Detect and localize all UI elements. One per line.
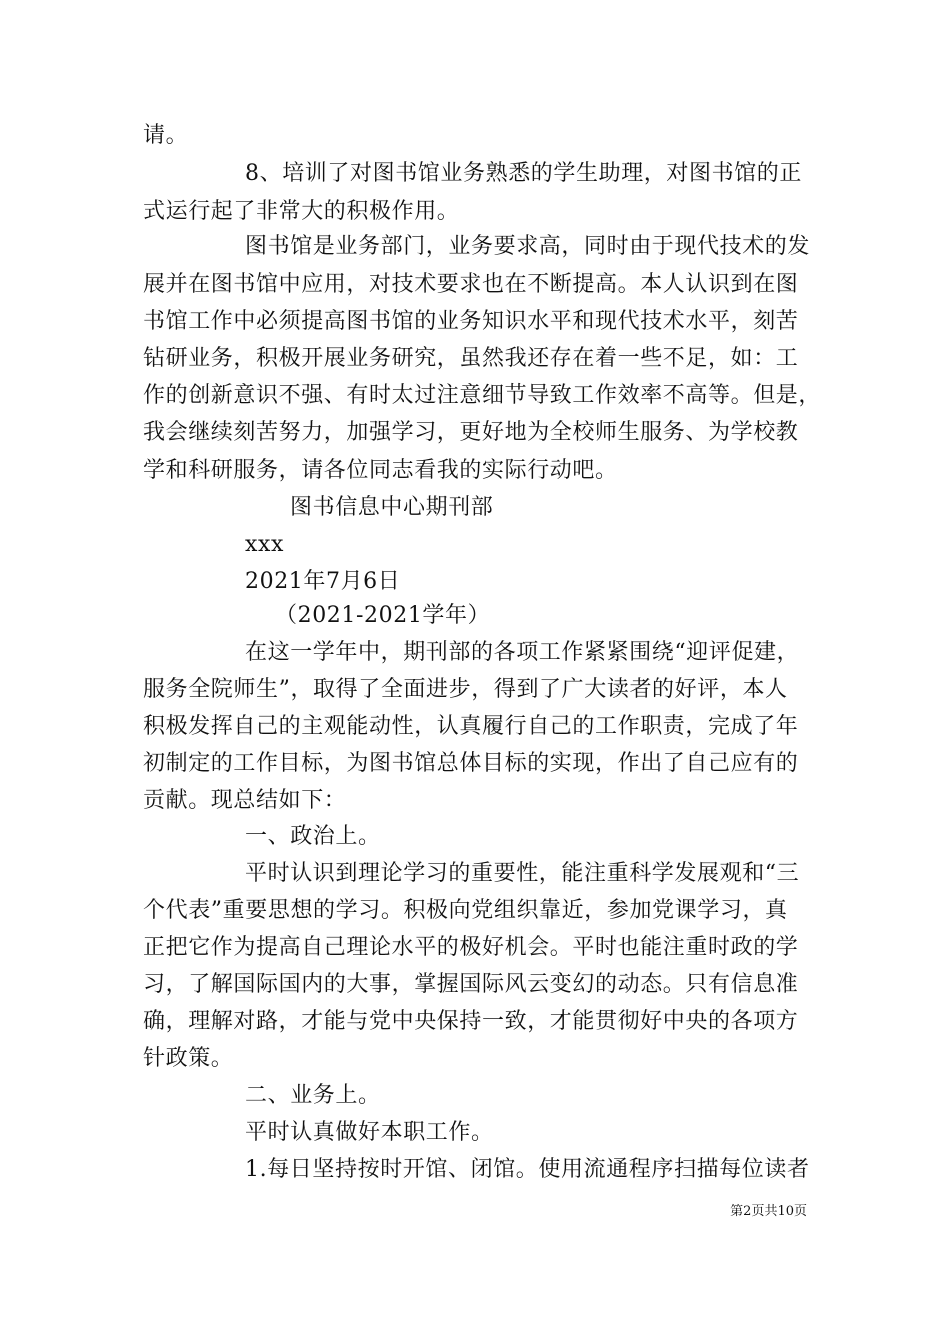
paragraph-line: 在这一学年中，期刊部的各项工作紧紧围绕“迎评促建， bbox=[245, 640, 800, 665]
paragraph-line: 个代表”重要思想的学习。积极向党组织靠近，参加党课学习，真 bbox=[143, 898, 788, 923]
paragraph-line: 初制定的工作目标，为图书馆总体目标的实现，作出了自己应有的 bbox=[143, 751, 799, 776]
paragraph-line: 习，了解国际国内的大事，掌握国际风云变幻的动态。只有信息准 bbox=[143, 972, 799, 997]
paragraph-line: 平时认真做好本职工作。 bbox=[245, 1120, 494, 1145]
paragraph-line: 1.每日坚持按时开馆、闭馆。使用流通程序扫描每位读者 bbox=[245, 1157, 810, 1182]
paragraph-line: 展并在图书馆中应用，对技术要求也在不断提高。本人认识到在图 bbox=[143, 272, 799, 297]
paragraph-line: 服务全院师生”，取得了全面进步，得到了广大读者的好评，本人 bbox=[143, 677, 788, 702]
paragraph-line: 针政策。 bbox=[143, 1046, 234, 1071]
paragraph-line: 贡献。现总结如下： bbox=[143, 788, 347, 813]
signature-date: 2021年7月6日 bbox=[245, 569, 401, 594]
paragraph-line: 积极发挥自己的主观能动性，认真履行自己的工作职责，完成了年 bbox=[143, 714, 799, 739]
paragraph-line: 8、培训了对图书馆业务熟悉的学生助理，对图书馆的正 bbox=[245, 161, 802, 186]
paragraph-line: 正把它作为提高自己理论水平的极好机会。平时也能注重时政的学 bbox=[143, 935, 799, 960]
section-year: （2021-2021学年） bbox=[275, 603, 491, 628]
paragraph-line: 作的创新意识不强、有时太过注意细节导致工作效率不高等。但是， bbox=[143, 383, 822, 408]
paragraph-line: 平时认识到理论学习的重要性，能注重科学发展观和“三 bbox=[245, 861, 800, 886]
paragraph-line: 请。 bbox=[143, 123, 189, 148]
signature-name: xxx bbox=[245, 532, 285, 557]
paragraph-line: 图书馆是业务部门，业务要求高，同时由于现代技术的发 bbox=[245, 234, 811, 259]
signature-department: 图书信息中心期刊部 bbox=[290, 495, 494, 520]
section-heading: 一、政治上。 bbox=[245, 824, 381, 849]
paragraph-line: 确，理解对路，才能与党中央保持一致，才能贯彻好中央的各项方 bbox=[143, 1009, 799, 1034]
page-number: 第2页共10页 bbox=[730, 1204, 807, 1219]
paragraph-line: 我会继续刻苦努力，加强学习，更好地为全校师生服务、为学校教 bbox=[143, 420, 799, 445]
section-heading: 二、业务上。 bbox=[245, 1083, 381, 1108]
paragraph-line: 学和科研服务，请各位同志看我的实际行动吧。 bbox=[143, 458, 618, 483]
paragraph-line: 式运行起了非常大的积极作用。 bbox=[143, 199, 460, 224]
paragraph-line: 钻研业务，积极开展业务研究，虽然我还存在着一些不足，如：工 bbox=[143, 346, 799, 371]
paragraph-line: 书馆工作中必须提高图书馆的业务知识水平和现代技术水平，刻苦 bbox=[143, 309, 799, 334]
